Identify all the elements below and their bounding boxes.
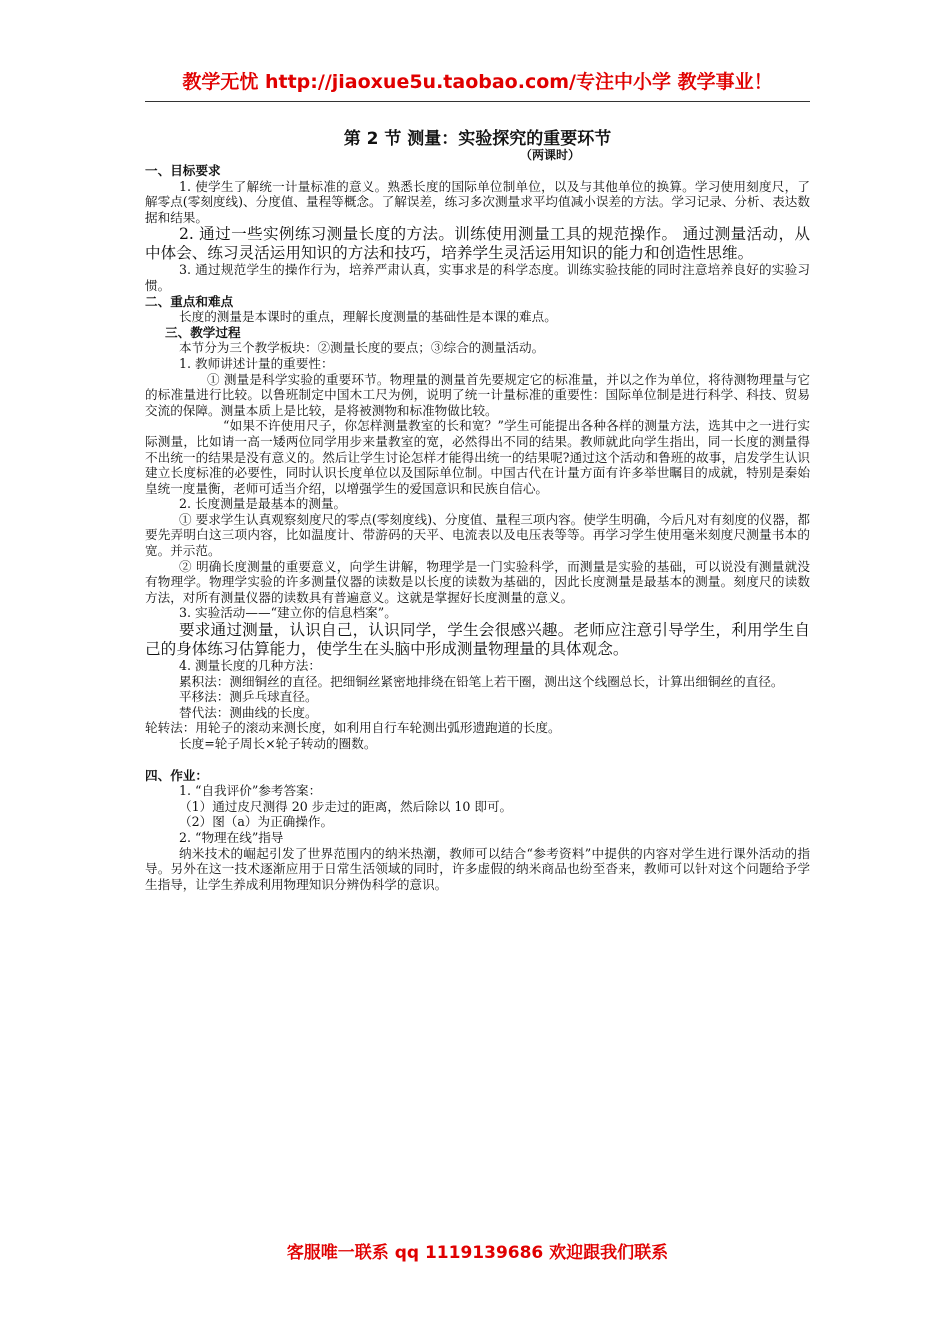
section-heading-1: 一、目标要求 <box>145 163 221 178</box>
paragraph: 本节分为三个教学板块：②测量长度的要点；③综合的测量活动。 <box>179 340 545 356</box>
paragraph: 纳米技术的崛起引发了世界范围内的纳米热潮，教师可以结合“参考资料”中提供的内容对学生进行课外活动的指导。另外在这一技术逐渐应用于日常生活领域的同时，许多虚假的纳米商品也纷至沓来，教师可以针对这个问题给予学生指导，让学生养成利用物理知识分辨伪科学的意识。 <box>145 845 810 892</box>
header-banner: 教学无忧 http://jiaoxue5u.taobao.com/专注中小学 教学事业！ <box>182 71 773 93</box>
paragraph: “如果不许使用尺子，你怎样测量教室的长和宽？”学生可能提出各种各样的测量方法，选其中之一进行实际测量，比如请一高一矮两位同学用步来量教室的宽，必然得出不同的结果。教师就此向学生指出，同一长度的测量得不出统一的结果是没有意义的。然后让学生讨论怎样才能得出统一的结果呢?通过这个活动和鲁班的故事，启发学生认识建立长度标准的必要性，同时认识长度单位以及国际单位制。中国古代在计量方面有许多举世瞩目的成就，特别是秦始皇统一度量衡，老师可适当介绍，以增强学生的爱国意识和民族自信心。 <box>145 418 810 496</box>
paragraph: 1. “自我评价”参考答案： <box>179 783 322 799</box>
paragraph: 累积法：测细铜丝的直径。把细铜丝紧密地排绕在铅笔上若干圈，测出这个线圈总长，计算出细铜丝的直径。 <box>179 673 784 689</box>
paragraph: ① 要求学生认真观察刻度尺的零点(零刻度线)、分度值、量程三项内容。使学生明确，今后凡对有刻度的仪器，都要先弄明白这三项内容，比如温度计、带游码的天平、电流表以及电压表等等。再学习学生使用毫米刻度尺测量书本的宽。并示范。 <box>145 511 810 559</box>
paragraph: 1. 使学生了解统一计量标准的意义。熟悉长度的国际单位制单位，以及与其他单位的换算。学习使用刻度尺，了解零点(零刻度线)、分度值、量程等概念。了解误差，练习多次测量求平均值减小误差的方法。学习记录、分析、表达数据和结果。 <box>145 178 810 225</box>
spacer <box>145 752 810 768</box>
paragraph: 2. 长度测量是最基本的测量。 <box>179 496 347 512</box>
paragraph: 要求通过测量，认识自己，认识同学，学生会很感兴趣。老师应注意引导学生，利用学生自己的身体练习估算能力，使学生在头脑中形成测量物理量的具体观念。 <box>145 621 810 658</box>
paragraph: ② 明确长度测量的重要意义，向学生讲解，物理学是一门实验科学，而测量是实验的基础，可以说没有测量就没有物理学。物理学实验的许多测量仪器的读数是以长度的读数为基础的，因此长度测量是最基本的测量。刻度尺的读数方法，对所有测量仪器的读数具有普遍意义。这就是掌握好长度测量的意义。 <box>145 558 810 605</box>
section-heading-4: 四、作业： <box>145 767 208 783</box>
paragraph: 长度的测量是本课时的重点，理解长度测量的基础性是本课的难点。 <box>179 309 557 325</box>
paragraph: 平移法：测乒乓球直径。 <box>179 689 318 705</box>
paragraph: ① 测量是科学实验的重要环节。物理量的测量首先要规定它的标准量，并以之作为单位，将待测物理量与它的标准量进行比较。以鲁班制定中国木工尺为例，说明了统一计量标准的重要性：国际单位制是进行科学、科技、贸易交流的保障。测量本质上是比较，是将被测物和标准物做比较。 <box>145 371 810 418</box>
section-heading-2: 二、重点和难点 <box>145 293 234 309</box>
document-body <box>145 163 810 892</box>
paragraph: （1）通过皮尺测得 20 步走过的距离，然后除以 10 即可。 <box>179 798 513 814</box>
section-heading-3: 三、教学过程 <box>165 324 241 340</box>
document-title: 第 2 节 测量：实验探究的重要环节 <box>343 129 612 149</box>
footer-contact: 客服唯一联系 qq 1119139686 欢迎跟我们联系 <box>286 1243 669 1263</box>
paragraph: 4. 测量长度的几种方法： <box>179 658 321 674</box>
document-subtitle: （两课时） <box>520 148 581 162</box>
paragraph: 长度=轮子周长×轮子转动的圈数。 <box>179 736 377 751</box>
paragraph: 轮转法：用轮子的滚动来测长度，如利用自行车轮测出弧形遗跑道的长度。 <box>145 720 561 736</box>
paragraph: 3. 通过规范学生的操作行为，培养严肃认真，实事求是的科学态度。训练实验技能的同时注意培养良好的实验习惯。 <box>145 262 810 293</box>
paragraph: 3. 实验活动——“建立你的信息档案”。 <box>179 605 397 621</box>
paragraph: 2. 通过一些实例练习测量长度的方法。训练使用测量工具的规范操作。 通过测量活动，从中体会、练习灵活运用知识的方法和技巧，培养学生灵活运用知识的能力和创造性思维。 <box>145 225 810 262</box>
header-divider <box>145 101 810 102</box>
paragraph: 替代法：测曲线的长度。 <box>179 704 318 720</box>
paragraph: 2. “物理在线”指导 <box>179 829 284 845</box>
paragraph: 1. 教师讲述计量的重要性： <box>179 355 334 371</box>
paragraph: （2）图（a）为正确操作。 <box>179 814 334 830</box>
